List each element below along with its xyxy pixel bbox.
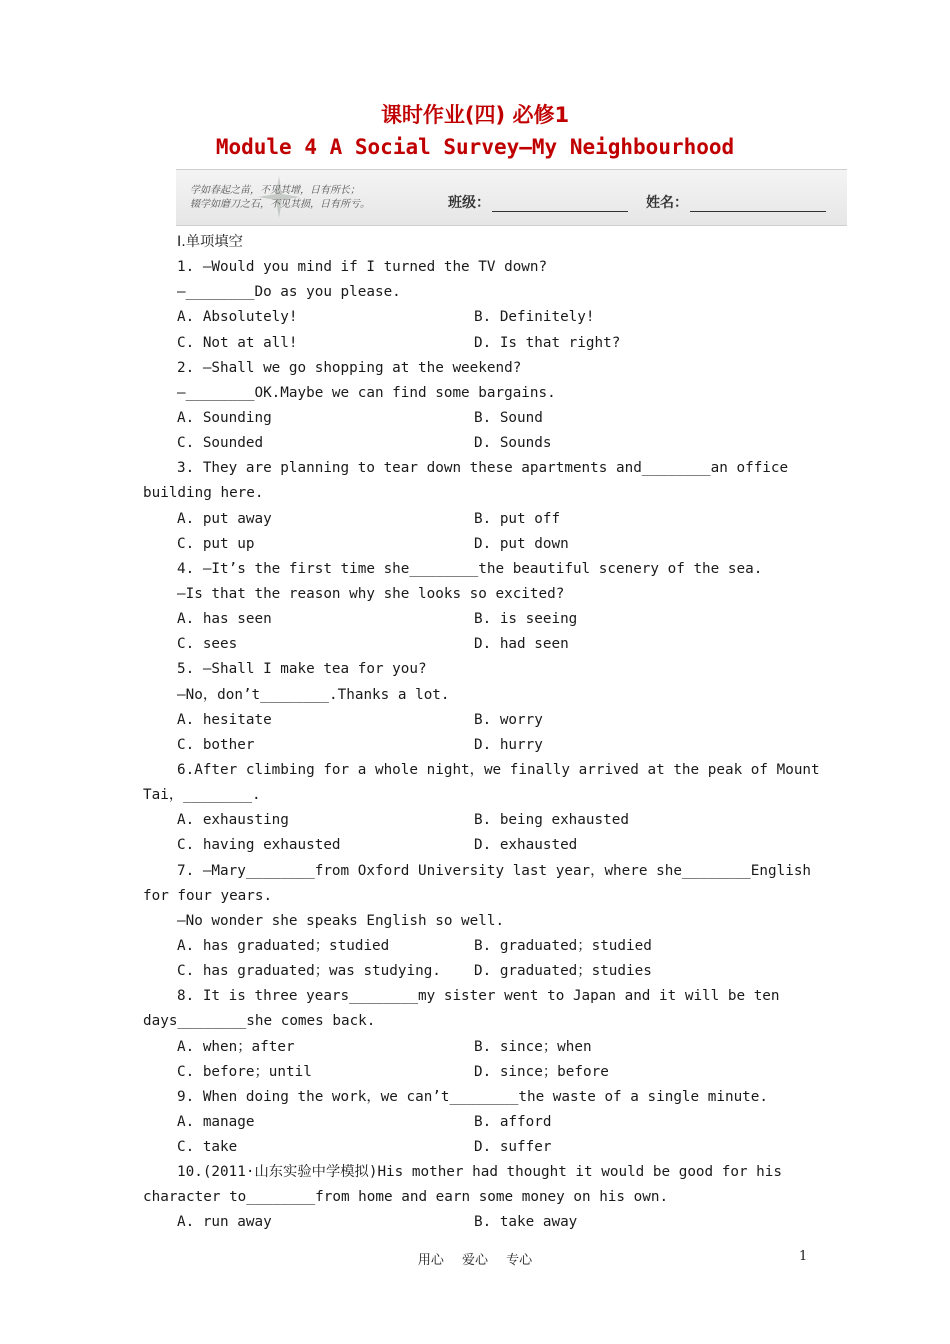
motto-line-1: 学如春起之苗，不见其增，日有所长； — [190, 185, 360, 196]
class-label: 班级： — [448, 195, 490, 211]
answer-option[interactable]: C. having exhausted — [177, 837, 341, 854]
answer-option[interactable]: A. Absolutely! — [177, 309, 298, 326]
answer-option[interactable]: B. is seeing — [474, 611, 578, 628]
answer-option[interactable]: A. has graduated；studied — [177, 937, 390, 954]
answer-option[interactable]: D. put down — [474, 535, 569, 552]
question-line-continued: character to________from home and earn some money on his own. — [143, 1189, 669, 1206]
answer-option[interactable]: A. exhausting — [177, 812, 289, 829]
option-row — [143, 808, 808, 833]
question-line: —No wonder she speaks English so well. — [177, 912, 505, 929]
question-3 — [143, 456, 808, 557]
question-line: —________Do as you please. — [177, 284, 401, 301]
option-row — [143, 1135, 808, 1160]
answer-option[interactable]: D. exhausted — [474, 837, 578, 854]
option-row — [143, 833, 808, 858]
question-line: 3. They are planning to tear down these apartments and________an office — [177, 460, 789, 477]
option-row — [143, 1035, 808, 1060]
question-line-continued: building here. — [143, 485, 264, 502]
answer-option[interactable]: A. when；after — [177, 1038, 295, 1055]
answer-option[interactable]: D. Sounds — [474, 435, 552, 452]
option-row — [143, 331, 808, 356]
question-line: 4. —It’s the first time she________the beautiful scenery of the sea. — [177, 560, 763, 577]
answer-option[interactable]: C. put up — [177, 535, 255, 552]
question-line: 7. —Mary________from Oxford University last year，where she________English — [177, 862, 812, 879]
section-heading: Ⅰ.单项填空 — [177, 234, 243, 250]
answer-option[interactable]: D. suffer — [474, 1139, 552, 1156]
answer-option[interactable]: C. Not at all! — [177, 334, 298, 351]
page-title-chinese: 课时作业(四) 必修1 — [380, 103, 570, 127]
answer-option[interactable]: B. put off — [474, 510, 561, 527]
answer-option[interactable]: A. Sounding — [177, 409, 272, 426]
option-row — [143, 532, 808, 557]
question-8 — [143, 984, 808, 1085]
class-field[interactable] — [448, 192, 628, 212]
option-row — [143, 305, 808, 330]
answer-option[interactable]: B. take away — [474, 1214, 578, 1231]
question-line-continued: for four years. — [143, 887, 273, 904]
answer-option[interactable]: C. before；until — [177, 1063, 312, 1080]
answer-option[interactable]: C. bother — [177, 736, 255, 753]
answer-option[interactable]: D. since；before — [474, 1063, 609, 1080]
option-row — [143, 959, 808, 984]
question-line: 5. —Shall I make tea for you? — [177, 661, 427, 678]
question-line: —No，don’t________.Thanks a lot. — [177, 686, 450, 703]
answer-option[interactable]: B. Definitely! — [474, 309, 595, 326]
answer-option[interactable]: B. graduated；studied — [474, 937, 652, 954]
name-label: 姓名： — [646, 195, 688, 211]
answer-option[interactable]: C. take — [177, 1139, 238, 1156]
question-line: 10.(2011·山东实验中学模拟)His mother had thought it would be good for his — [177, 1164, 782, 1181]
answer-option[interactable]: B. being exhausted — [474, 812, 629, 829]
motto-line-2: 辍学如磨刀之石，不见其损，日有所亏。 — [190, 199, 370, 210]
answer-option[interactable]: D. Is that right? — [474, 334, 621, 351]
answer-option[interactable]: A. put away — [177, 510, 272, 527]
answer-option[interactable]: B. afford — [474, 1113, 552, 1130]
student-info-banner — [176, 169, 847, 226]
answer-option[interactable]: D. hurry — [474, 736, 543, 753]
question-line: —Is that the reason why she looks so excited? — [177, 585, 565, 602]
option-row — [143, 507, 808, 532]
answer-option[interactable]: C. Sounded — [177, 435, 264, 452]
option-row — [143, 632, 808, 657]
question-7 — [143, 859, 812, 985]
answer-option[interactable]: D. graduated；studies — [474, 963, 652, 980]
question-line: 8. It is three years________my sister went to Japan and it will be ten — [177, 988, 780, 1005]
class-input-line[interactable] — [492, 195, 628, 212]
question-list — [143, 255, 820, 1235]
question-5 — [143, 657, 808, 758]
answer-option[interactable]: A. manage — [177, 1113, 255, 1130]
name-field[interactable] — [646, 192, 826, 212]
exercise-content — [143, 230, 820, 1236]
question-2 — [143, 356, 808, 457]
answer-option[interactable]: D. had seen — [474, 636, 569, 653]
option-row — [143, 607, 808, 632]
question-1 — [143, 255, 808, 356]
question-line-continued: days________she comes back. — [143, 1013, 376, 1030]
answer-option[interactable]: A. run away — [177, 1214, 272, 1231]
option-row — [143, 431, 808, 456]
answer-option[interactable]: A. has seen — [177, 611, 272, 628]
question-line-continued: Tai，________. — [143, 787, 261, 804]
answer-option[interactable]: B. Sound — [474, 409, 543, 426]
footer-motto: 用心 爱心 专心 — [417, 1253, 533, 1268]
question-line: —________OK.Maybe we can find some bargains. — [177, 384, 556, 401]
answer-option[interactable]: B. since；when — [474, 1038, 592, 1055]
question-line: 9. When doing the work，we can’t________the waste of a single minute. — [177, 1088, 768, 1105]
page-title-english: Module 4 A Social Survey—My Neighbourhood — [215, 135, 735, 159]
option-row — [143, 1210, 808, 1235]
option-row — [143, 934, 808, 959]
option-row — [143, 1060, 808, 1085]
question-line: 6.After climbing for a whole night，we finally arrived at the peak of Mount — [177, 761, 820, 778]
question-line: 1. —Would you mind if I turned the TV down? — [177, 259, 548, 276]
option-row — [143, 406, 808, 431]
option-row — [143, 708, 808, 733]
question-10 — [143, 1160, 808, 1235]
answer-option[interactable]: C. sees — [177, 636, 238, 653]
page-number: 1 — [799, 1249, 808, 1264]
answer-option[interactable]: C. has graduated；was studying. — [177, 963, 441, 980]
option-row — [143, 733, 808, 758]
motto-text — [190, 184, 370, 212]
name-input-line[interactable] — [690, 195, 826, 212]
option-row — [143, 1110, 808, 1135]
answer-option[interactable]: A. hesitate — [177, 711, 272, 728]
question-9 — [143, 1085, 808, 1160]
answer-option[interactable]: B. worry — [474, 711, 543, 728]
question-line: 2. —Shall we go shopping at the weekend? — [177, 359, 522, 376]
question-4 — [143, 557, 808, 658]
question-6 — [143, 758, 820, 859]
